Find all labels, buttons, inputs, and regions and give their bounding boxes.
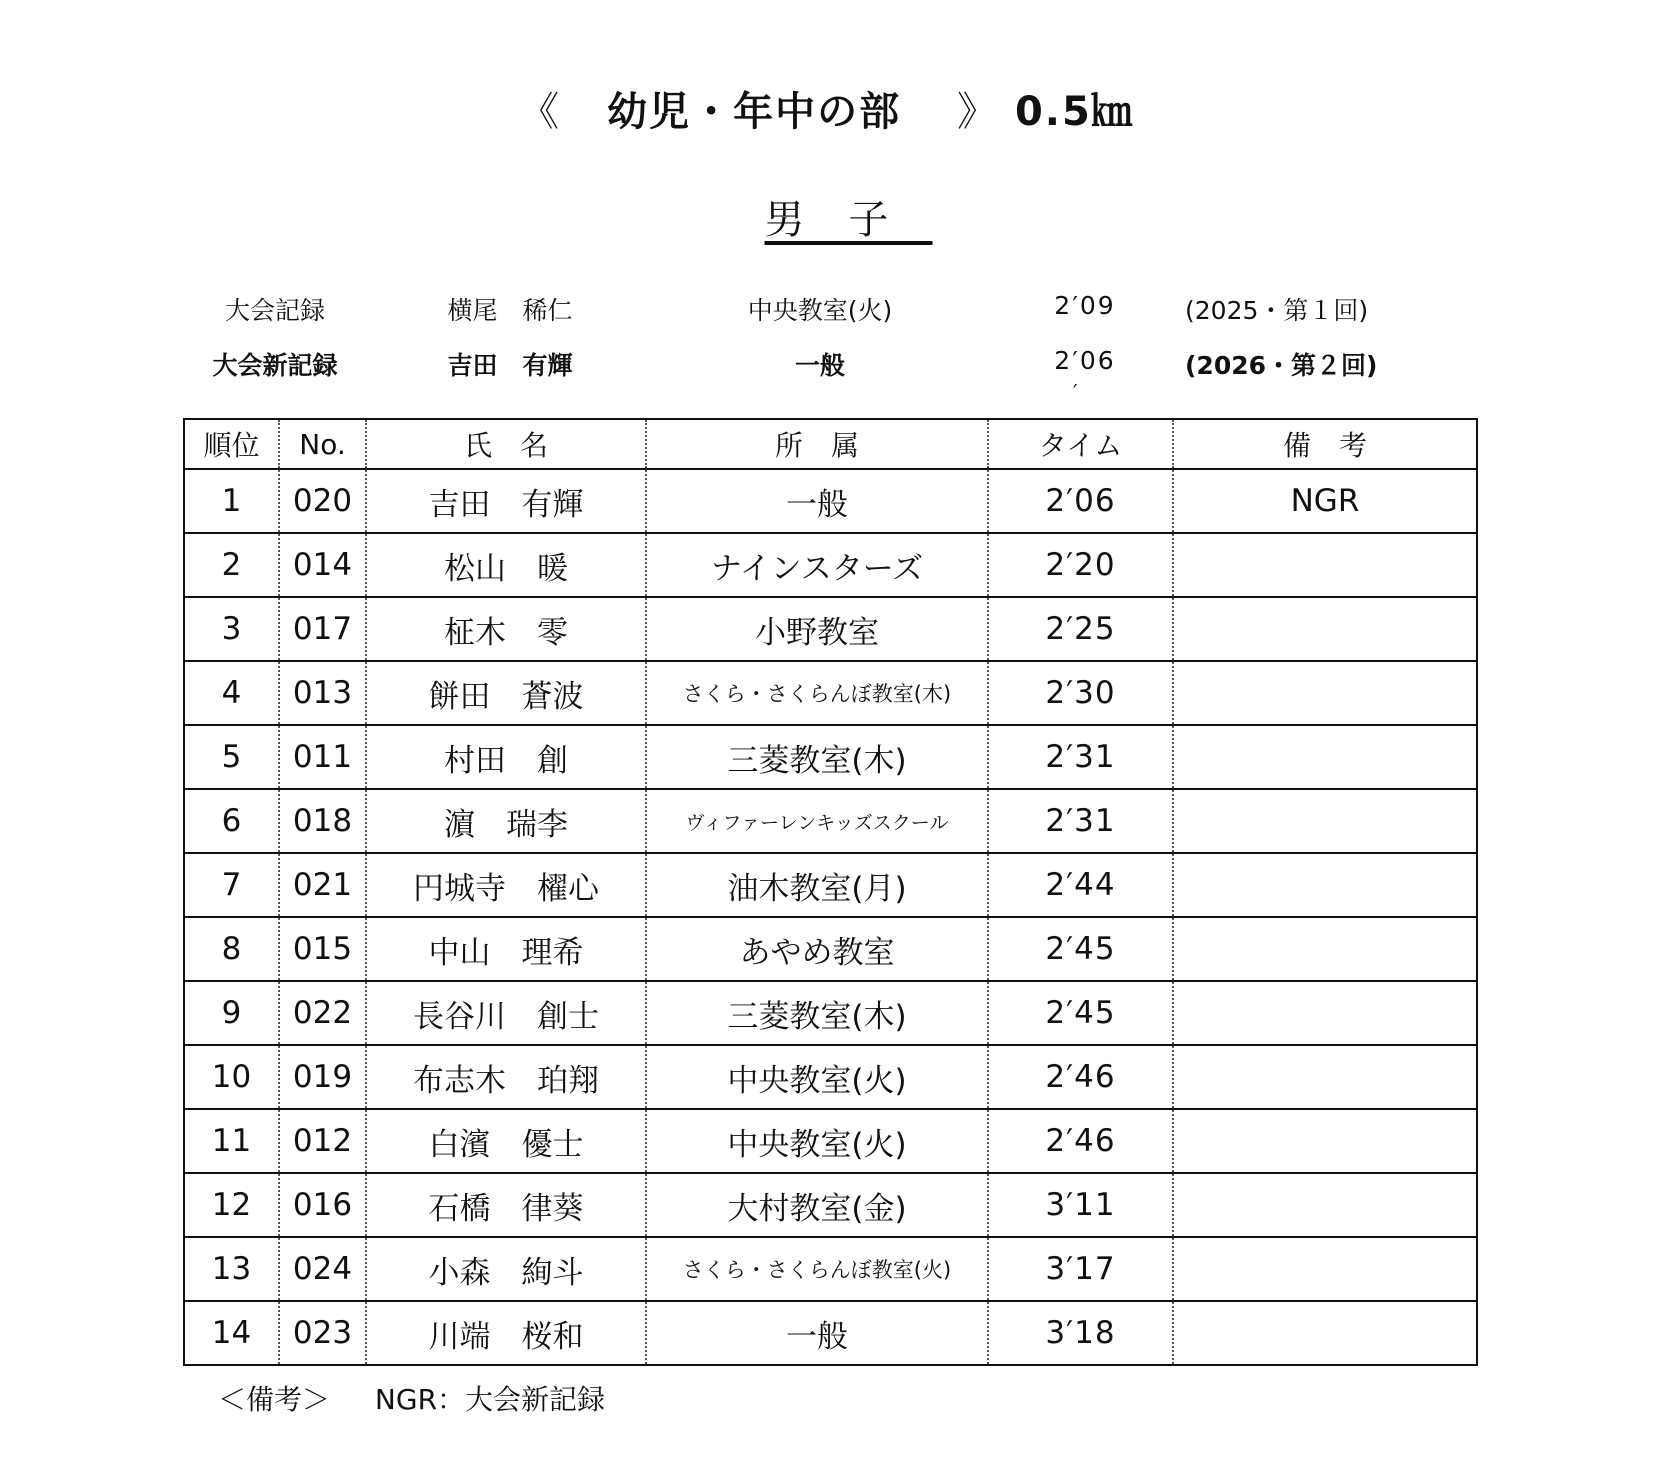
cell-note [1173,853,1477,917]
table-row [184,725,1477,789]
cell-rank: 5 [184,725,279,789]
header-name: 氏 名 [366,419,646,469]
header-rank: 順位 [184,419,279,469]
cell-time: 2′45 [988,981,1173,1045]
cell-name: 長谷川 創士 [366,981,646,1045]
results-table [183,418,1478,1366]
cell-number: 013 [279,661,366,725]
cell-rank: 3 [184,597,279,661]
cell-affiliation: 一般 [646,469,988,533]
cell-rank: 11 [184,1109,279,1173]
stray-mark: ′ [1073,380,1078,404]
cell-number: 018 [279,789,366,853]
cell-affiliation: ナインスターズ [646,533,988,597]
cell-number: 016 [279,1173,366,1237]
table-row [184,661,1477,725]
cell-time: 2′44 [988,853,1173,917]
title-open-bracket: 《 [519,89,562,135]
cell-affiliation: さくら・さくらんぼ教室(火) [646,1237,988,1301]
header-notes: 備 考 [1173,419,1477,469]
cell-time: 2′06 [988,469,1173,533]
cell-note [1173,1109,1477,1173]
cell-time: 2′46 [988,1109,1173,1173]
cell-affiliation: 一般 [646,1301,988,1365]
cell-time: 2′46 [988,1045,1173,1109]
cell-name: 柾木 零 [366,597,646,661]
cell-affiliation: 三菱教室(木) [646,981,988,1045]
cell-time: 2′20 [988,533,1173,597]
table-row [184,917,1477,981]
cell-note [1173,725,1477,789]
table-row [184,1301,1477,1365]
cell-number: 019 [279,1045,366,1109]
cell-name: 石橋 律葵 [366,1173,646,1237]
new-record-time: 2′06 [1054,346,1116,375]
cell-affiliation: さくら・さくらんぼ教室(木) [646,661,988,725]
header-time: タイム [988,419,1173,469]
table-row [184,789,1477,853]
table-row [184,1173,1477,1237]
cell-name: 濵 瑞李 [366,789,646,853]
cell-name: 村田 創 [366,725,646,789]
page-title [0,80,1653,137]
cell-rank: 12 [184,1173,279,1237]
cell-name: 吉田 有輝 [366,469,646,533]
cell-note [1173,597,1477,661]
cell-affiliation: 三菱教室(木) [646,725,988,789]
cell-rank: 6 [184,789,279,853]
cell-affiliation: 油木教室(月) [646,853,988,917]
footnote [218,1378,605,1418]
cell-number: 012 [279,1109,366,1173]
cell-affiliation: 中央教室(火) [646,1109,988,1173]
cell-note [1173,917,1477,981]
cell-affiliation: 小野教室 [646,597,988,661]
cell-affiliation: あやめ教室 [646,917,988,981]
cell-rank: 13 [184,1237,279,1301]
cell-number: 014 [279,533,366,597]
cell-number: 017 [279,597,366,661]
new-record-name: 吉田 有輝 [447,351,573,380]
cell-rank: 1 [184,469,279,533]
cell-note [1173,1173,1477,1237]
cell-rank: 2 [184,533,279,597]
new-record-label: 大会新記録 [212,351,338,380]
cell-number: 020 [279,469,366,533]
table-row [184,597,1477,661]
cell-name: 白濱 優士 [366,1109,646,1173]
cell-time: 3′18 [988,1301,1173,1365]
cell-note [1173,1045,1477,1109]
cell-time: 2′30 [988,661,1173,725]
cell-time: 2′31 [988,725,1173,789]
cell-name: 川端 桜和 [366,1301,646,1365]
cell-number: 011 [279,725,366,789]
cell-note [1173,1237,1477,1301]
table-row [184,1237,1477,1301]
footnote-label: ＜備考＞ [218,1383,331,1416]
meet-record-note: (2025・第１回) [1185,296,1369,325]
cell-name: 松山 暖 [366,533,646,597]
cell-number: 022 [279,981,366,1045]
cell-note [1173,661,1477,725]
footnote-text: NGR：大会新記録 [374,1383,606,1416]
table-row [184,1109,1477,1173]
new-meet-record-row [0,346,1653,380]
cell-affiliation: 中央教室(火) [646,1045,988,1109]
cell-name: 餅田 蒼波 [366,661,646,725]
table-header-row [184,419,1477,469]
meet-record-time: 2′09 [1054,291,1116,320]
cell-rank: 9 [184,981,279,1045]
cell-affiliation: 大村教室(金) [646,1173,988,1237]
header-number: No. [279,419,366,469]
table-row [184,469,1477,533]
table-row [184,853,1477,917]
cell-number: 021 [279,853,366,917]
meet-record-row [0,291,1653,325]
meet-record-label: 大会記録 [224,296,325,325]
cell-name: 布志木 珀翔 [366,1045,646,1109]
cell-number: 023 [279,1301,366,1365]
cell-note [1173,1301,1477,1365]
cell-time: 2′31 [988,789,1173,853]
cell-number: 015 [279,917,366,981]
cell-affiliation: ヴィファーレンキッズスクール [646,789,988,853]
cell-note: NGR [1173,469,1477,533]
cell-note [1173,789,1477,853]
header-affiliation: 所 属 [646,419,988,469]
cell-name: 円城寺 櫂心 [366,853,646,917]
cell-rank: 14 [184,1301,279,1365]
cell-time: 2′25 [988,597,1173,661]
cell-number: 024 [279,1237,366,1301]
cell-note [1173,981,1477,1045]
cell-rank: 10 [184,1045,279,1109]
cell-name: 小森 絢斗 [366,1237,646,1301]
cell-rank: 7 [184,853,279,917]
title-division: 幼児・年中の部 [607,89,902,135]
gender-heading-text: 男子 [764,197,933,243]
cell-time: 2′45 [988,917,1173,981]
cell-rank: 4 [184,661,279,725]
new-record-note: (2026・第２回) [1185,351,1378,380]
new-record-affiliation: 一般 [794,351,845,380]
table-row [184,981,1477,1045]
table-row [184,1045,1477,1109]
meet-record-affiliation: 中央教室(火) [747,296,893,325]
title-close-bracket: 》 [957,89,1000,135]
gender-heading [0,188,1653,245]
cell-rank: 8 [184,917,279,981]
cell-name: 中山 理希 [366,917,646,981]
title-distance: 0.5㎞ [1014,89,1134,135]
cell-time: 3′11 [988,1173,1173,1237]
cell-time: 3′17 [988,1237,1173,1301]
meet-record-name: 横尾 稀仁 [447,296,573,325]
cell-note [1173,533,1477,597]
table-row [184,533,1477,597]
